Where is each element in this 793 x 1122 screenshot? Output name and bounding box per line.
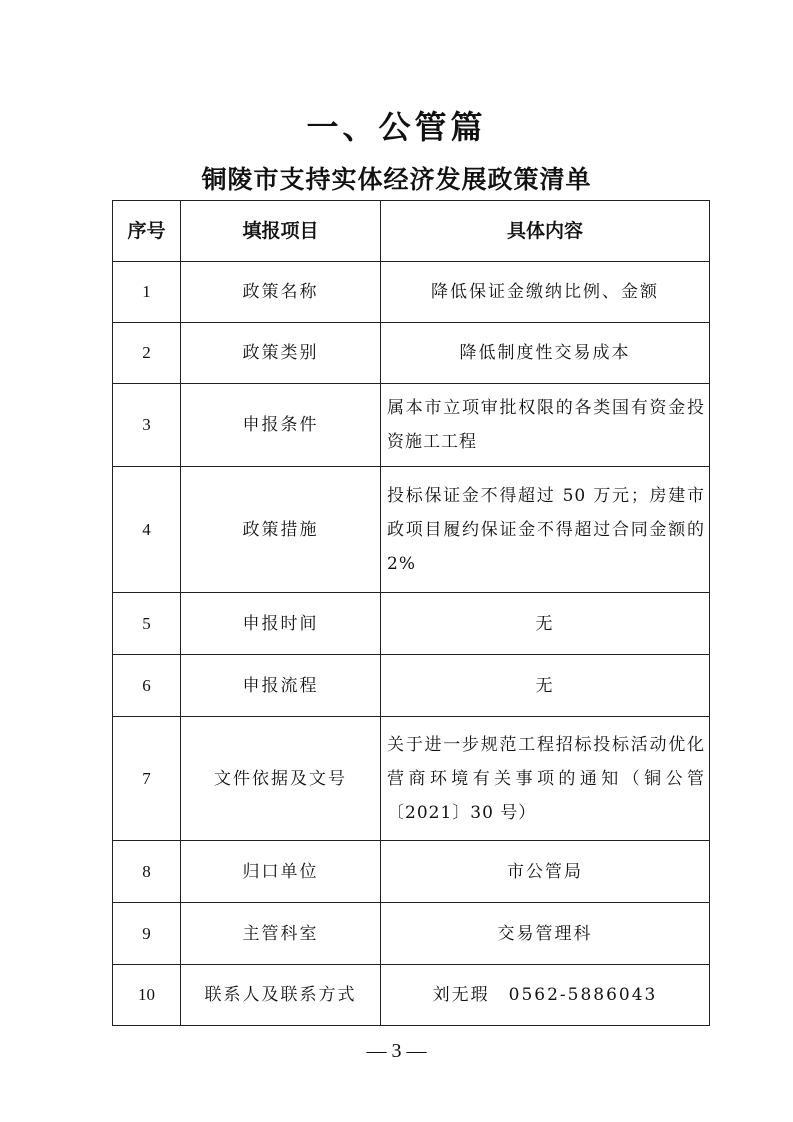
table-row xyxy=(113,903,710,965)
row-content: 交易管理科 xyxy=(381,903,710,965)
row-content: 无 xyxy=(381,593,710,655)
row-item: 申报条件 xyxy=(181,384,381,467)
header-item: 填报项目 xyxy=(181,201,381,262)
row-item: 联系人及联系方式 xyxy=(181,965,381,1026)
row-content: 刘无瑕 0562-5886043 xyxy=(381,965,710,1026)
row-content: 属本市立项审批权限的各类国有资金投资施工工程 xyxy=(381,384,710,467)
row-content: 无 xyxy=(381,655,710,717)
row-item: 申报时间 xyxy=(181,593,381,655)
row-num: 3 xyxy=(113,384,181,467)
row-num: 6 xyxy=(113,655,181,717)
table-row xyxy=(113,841,710,903)
row-num: 2 xyxy=(113,323,181,384)
table-row xyxy=(113,717,710,841)
row-item: 政策措施 xyxy=(181,467,381,593)
table-row xyxy=(113,262,710,323)
row-num: 10 xyxy=(113,965,181,1026)
header-num: 序号 xyxy=(113,201,181,262)
row-item: 申报流程 xyxy=(181,655,381,717)
row-content: 降低保证金缴纳比例、金额 xyxy=(381,262,710,323)
table-row xyxy=(113,467,710,593)
row-num: 7 xyxy=(113,717,181,841)
section-title: 一、公管篇 xyxy=(306,108,487,146)
row-item: 政策类别 xyxy=(181,323,381,384)
row-item: 归口单位 xyxy=(181,841,381,903)
row-item: 主管科室 xyxy=(181,903,381,965)
row-num: 1 xyxy=(113,262,181,323)
row-num: 8 xyxy=(113,841,181,903)
policy-table xyxy=(112,200,710,1026)
table-row xyxy=(113,384,710,467)
row-num: 4 xyxy=(113,467,181,593)
document-title: 铜陵市支持实体经济发展政策清单 xyxy=(201,165,592,194)
table-row xyxy=(113,655,710,717)
row-content: 关于进一步规范工程招标投标活动优化营商环境有关事项的通知（铜公管〔2021〕30 号） xyxy=(381,717,710,841)
row-num: 9 xyxy=(113,903,181,965)
row-item: 文件依据及文号 xyxy=(181,717,381,841)
header-content: 具体内容 xyxy=(381,201,710,262)
row-content: 降低制度性交易成本 xyxy=(381,323,710,384)
table-row xyxy=(113,323,710,384)
row-num: 5 xyxy=(113,593,181,655)
row-content: 投标保证金不得超过 50 万元；房建市政项目履约保证金不得超过合同金额的 2% xyxy=(381,467,710,593)
table-header-row xyxy=(113,201,710,262)
page-number: — 3 — xyxy=(366,1040,427,1062)
table-row xyxy=(113,593,710,655)
row-item: 政策名称 xyxy=(181,262,381,323)
row-content: 市公管局 xyxy=(381,841,710,903)
table-row xyxy=(113,965,710,1026)
